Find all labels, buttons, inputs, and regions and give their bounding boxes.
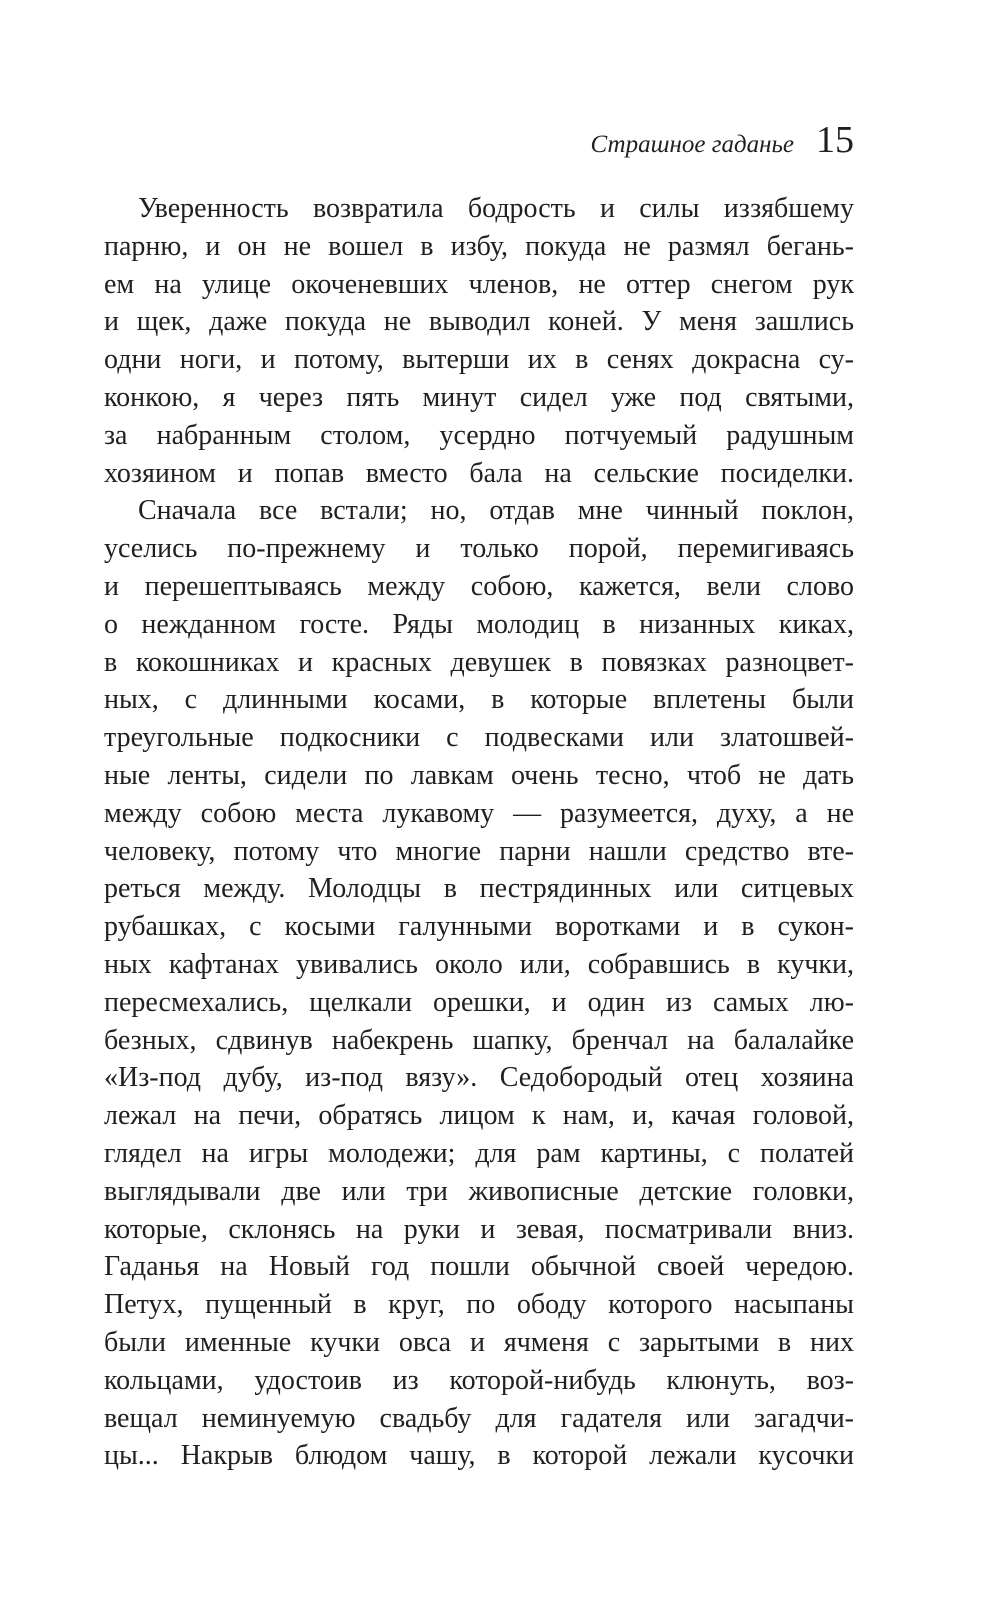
paragraph-line: в кокошниках и красных девушек в повязках разноцвет- — [104, 646, 854, 678]
paragraph-line: Петух, пущенный в круг, по ободу которого насыпаны — [104, 1289, 854, 1321]
running-header — [104, 118, 854, 170]
paragraph-line: ных кафтанах увивались около или, собравшись в кучки, — [104, 948, 854, 980]
paragraph-line: ем на улице окоченевших членов, не оттер снегом рук — [104, 268, 854, 300]
page-number: 15 — [816, 119, 854, 161]
paragraph-line: и щек, даже покуда не выводил коней. У меня зашлись — [104, 306, 854, 338]
paragraph-line: вещал неминуемую свадьбу для гадателя или загадчи- — [104, 1402, 854, 1434]
paragraph-line: Сначала все встали; но, отдав мне чинный поклон, — [138, 495, 854, 527]
paragraph-line: одни ноги, и потому, вытерши их в сенях докрасна су- — [104, 344, 854, 376]
paragraph-line: реться между. Молодцы в пестрядинных или ситцевых — [104, 873, 854, 905]
paragraph-line: о нежданном госте. Ряды молодиц в низанных киках, — [104, 608, 854, 640]
paragraph-line: Уверенность возвратила бодрость и силы иззябшему — [138, 193, 854, 224]
paragraph-line: уселись по-прежнему и только порой, перемигиваясь — [104, 533, 854, 565]
paragraph-line: ные ленты, сидели по лавкам очень тесно, чтоб не дать — [104, 759, 854, 791]
paragraph-line: «Из-под дубу, из-под вязу». Седобородый отец хозяина — [104, 1062, 854, 1094]
paragraph-line: треугольные подкосники с подвесками или златошвей- — [104, 722, 854, 754]
paragraph-line: и перешептываясь между собою, кажется, вели слово — [104, 570, 854, 602]
paragraph-line: были именные кучки овса и ячменя с зарытыми в них — [104, 1326, 854, 1358]
paragraph-line: рубашках, с косыми галунными воротками и в сукон- — [104, 911, 854, 943]
paragraph-line: безных, сдвинув набекрень шапку, бренчал на балалайке — [104, 1024, 854, 1056]
paragraph-line: хозяином и попав вместо бала на сельские посиделки. — [104, 457, 854, 489]
paragraph-line: за набранным столом, усердно потчуемый радушным — [104, 419, 854, 451]
running-title: Страшное гаданье — [590, 131, 794, 158]
paragraph-line: человеку, потому что многие парни нашли средство вте- — [104, 835, 854, 867]
paragraph-line: которые, склонясь на руки и зевая, посматривали вниз. — [104, 1213, 854, 1245]
text-block — [104, 190, 854, 1475]
paragraph-line: между собою места лукавому — разумеется, духу, а не — [104, 797, 854, 829]
paragraph-line: лежал на печи, обратясь лицом к нам, и, качая головой, — [104, 1100, 854, 1132]
paragraph-line: парню, и он не вошел в избу, покуда не размял бегань- — [104, 230, 854, 262]
paragraph-line: цы... Накрыв блюдом чашу, в которой лежали кусочки — [104, 1440, 854, 1472]
paragraph-line: Гаданья на Новый год пошли обычной своей чередою. — [104, 1251, 854, 1283]
paragraph-line: конкою, я через пять минут сидел уже под святыми, — [104, 381, 854, 413]
paragraph-line: кольцами, удостоив из которой-нибудь клюнуть, воз- — [104, 1364, 854, 1396]
paragraph-line: пересмехались, щелкали орешки, и один из самых лю- — [104, 986, 854, 1018]
paragraph-line: ных, с длинными косами, в которые вплетены были — [104, 684, 854, 716]
paragraph-line: выглядывали две или три живописные детские головки, — [104, 1175, 854, 1207]
paragraph-line: глядел на игры молодежи; для рам картины, с полатей — [104, 1137, 854, 1169]
